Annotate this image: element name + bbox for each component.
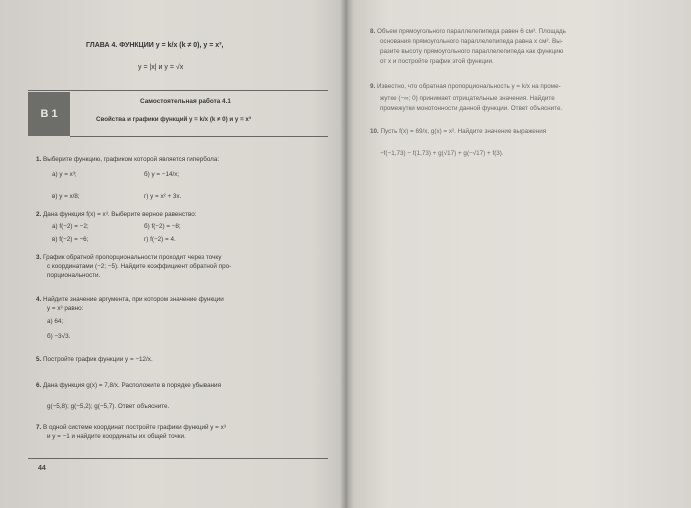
task-10-line-2: −f(−1,73) − f(1,73) + g(√17) + g(−√17) + f(3). — [380, 150, 504, 157]
header-divider — [70, 136, 328, 137]
bottom-divider — [28, 458, 328, 459]
task-3: 3. График обратной пропорциональности проходит через точку — [36, 254, 222, 261]
task-8-line-4: от x и постройте график этой функции. — [380, 58, 494, 65]
book-spine — [340, 0, 354, 508]
chapter-title: ГЛАВА 4. ФУНКЦИИ y = k/x (k ≠ 0), y = x³, — [86, 42, 224, 49]
top-divider — [28, 90, 328, 91]
task-6-line-2: g(−5,8); g(−5,2); g(−5,7). Ответ объясните. — [47, 403, 170, 410]
task-4-line-2: y = x³ равно: — [47, 305, 84, 312]
task-1-option-d: г) y = x² + 3x. — [144, 193, 182, 200]
task-9-line-2: жутке (−∞; 0) принимает отрицательные значения. Найдите — [380, 95, 555, 102]
page-number: 44 — [38, 465, 46, 472]
task-8-line-3: разите высоту прямоугольного параллелепипеда как функцию — [380, 48, 564, 55]
task-10: 10. Пусть f(x) = 69/x, g(x) = x². Найдите значение выражения — [370, 128, 547, 135]
task-1-option-a: а) y = x³; — [52, 171, 77, 178]
variant-badge: В 1 — [28, 92, 70, 136]
task-4-option-a: а) 64; — [47, 318, 64, 325]
task-6: 6. Дана функция g(x) = 7,8/x. Расположите в порядке убывания — [36, 382, 221, 389]
task-2-option-b: б) f(−2) = −8; — [144, 223, 181, 230]
task-8-line-2: основания прямоугольного параллелепипеда равна x см². Вы- — [380, 38, 563, 45]
task-3-line-2: с координатами (−2; −5). Найдите коэффициент обратной про- — [47, 263, 232, 270]
task-2-option-d: г) f(−2) = 4. — [144, 236, 176, 243]
task-1-option-c: в) y = x/8; — [52, 193, 80, 200]
task-2-option-c: в) f(−2) = −6; — [52, 236, 89, 243]
task-1: 1. Выберите функцию, графиком которой является гипербола: — [36, 156, 220, 163]
task-5: 5. Постройте график функции y = −12/x. — [36, 356, 153, 363]
task-7-line-2: и y = −1 и найдите координаты их общей точки. — [47, 433, 186, 440]
work-title: Самостоятельная работа 4.1 — [140, 98, 231, 105]
task-4-option-b: б) −3√3. — [47, 333, 71, 340]
task-9: 9. Известно, что обратная пропорциональность y = k/x на проме- — [370, 83, 561, 90]
task-2: 2. Дана функция f(x) = x³. Выберите верное равенство: — [36, 211, 197, 218]
right-page — [346, 0, 691, 508]
chapter-title-line2: y = |x| и y = √x — [138, 64, 184, 71]
task-7: 7. В одной системе координат постройте графики функций y = x³ — [36, 424, 226, 431]
task-8: 8. Объем прямоугольного параллелепипеда равен 6 см³. Площадь — [370, 28, 566, 35]
task-4: 4. Найдите значение аргумента, при котором значение функции — [36, 296, 224, 303]
work-subtitle: Свойства и графики функций y = k/x (k ≠ 0) и y = x³ — [96, 116, 251, 123]
task-3-line-3: порциональности. — [47, 272, 101, 279]
task-1-option-b: б) y = −14/x; — [144, 171, 180, 178]
task-9-line-3: промежутки монотонности данной функции. Ответ объясните. — [380, 105, 563, 112]
task-2-option-a: а) f(−2) = −2; — [52, 223, 89, 230]
